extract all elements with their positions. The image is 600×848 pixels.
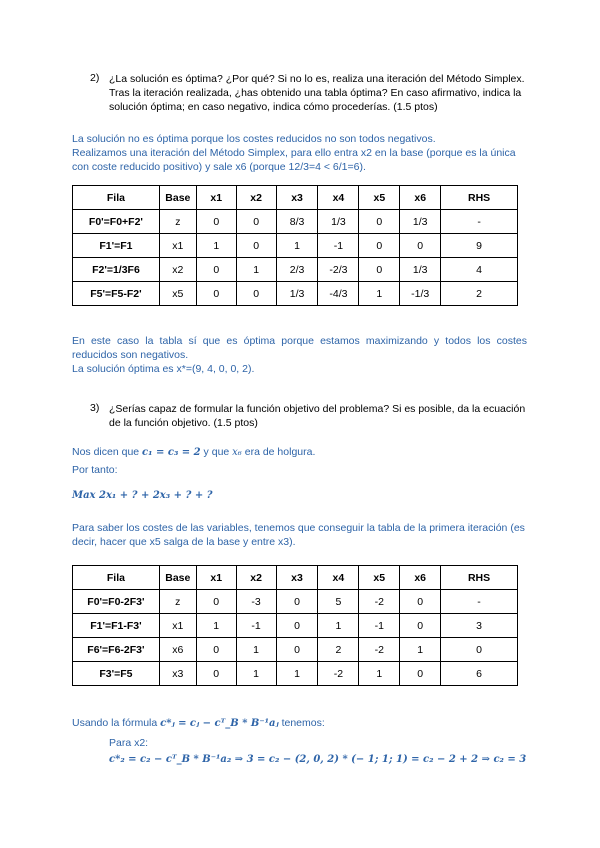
answer-3-paragraph: [72, 521, 532, 549]
answer-3-text-b: y que: [200, 446, 233, 458]
answer-line: Para saber los costes de las variables, tenemos que conseguir la tabla de la primera iteración (es: [72, 522, 525, 534]
table-cell: 1: [236, 638, 276, 662]
table-cell: 8/3: [276, 210, 318, 234]
table-cell: 0: [400, 590, 441, 614]
header-cell: x4: [318, 186, 359, 210]
table-cell: 0: [236, 210, 276, 234]
table-row: [73, 234, 518, 258]
table-cell: 1: [359, 282, 400, 306]
question-3-text: [109, 402, 539, 430]
table-cell: F0'=F0-2F3': [73, 590, 160, 614]
table-cell: -1: [318, 234, 359, 258]
table-cell: F3'=F5: [73, 662, 160, 686]
table-cell: 0: [359, 210, 400, 234]
table-cell: 1/3: [318, 210, 359, 234]
table-cell: -2: [359, 590, 400, 614]
table-cell: 1/3: [400, 210, 441, 234]
table-cell: x6: [159, 638, 196, 662]
table-cell: 1/3: [276, 282, 318, 306]
header-cell: x6: [400, 186, 441, 210]
table-cell: x1: [159, 614, 196, 638]
table-cell: 0: [276, 614, 318, 638]
table-cell: 0: [196, 258, 236, 282]
table-row: [73, 282, 518, 306]
answer-3-text-c: era de holgura.: [241, 446, 316, 458]
question-2-line: Tras la iteración realizada, ¿has obtenido una tabla óptima? En caso afirmativo, indica la: [109, 87, 522, 99]
answer-3-text-a: Nos dicen que: [72, 446, 143, 458]
table-cell: -3: [236, 590, 276, 614]
table-cell: -1: [359, 614, 400, 638]
x2-cost-equation: c*₂ = c₂ − cᵀ_B * B⁻¹a₂ ⇒ 3 = c₂ − (2, 0, 2) * (− 1; 1; 1) = c₂ − 2 + 2 ⇒ c₂ = 3: [109, 754, 527, 765]
header-cell: x5: [359, 566, 400, 590]
table-cell: 0: [400, 234, 441, 258]
table-cell: x3: [159, 662, 196, 686]
table-cell: -1/3: [400, 282, 441, 306]
table-cell: z: [159, 210, 196, 234]
header-cell: x6: [400, 566, 441, 590]
question-2-number: 2): [90, 72, 100, 84]
header-cell: x1: [196, 566, 236, 590]
table-cell: 0: [196, 638, 236, 662]
table-cell: x2: [159, 258, 196, 282]
header-cell: RHS: [441, 186, 518, 210]
table-cell: F1'=F1-F3': [73, 614, 160, 638]
table-header-row: [73, 566, 518, 590]
table-cell: 0: [236, 282, 276, 306]
answer-2-text: [72, 132, 532, 174]
table-cell: 1: [196, 614, 236, 638]
formula-intro-b: tenemos:: [278, 717, 325, 729]
table-cell: 2: [441, 282, 518, 306]
header-cell: x3: [276, 566, 318, 590]
answer-line: La solución no es óptima porque los costes reducidos no son todos negativos.: [72, 133, 436, 145]
table-row: [73, 258, 518, 282]
question-2-line: ¿La solución es óptima? ¿Por qué? Si no lo es, realiza una iteración del Método Simplex.: [109, 73, 525, 85]
question-2-text: [109, 72, 539, 114]
table-cell: 0: [441, 638, 518, 662]
table-cell: -2: [318, 662, 359, 686]
table-cell: -4/3: [318, 282, 359, 306]
para-x2-label: Para x2:: [109, 737, 149, 749]
table-cell: 6: [441, 662, 518, 686]
table-cell: 0: [196, 662, 236, 686]
answer-2b-text: [72, 334, 527, 376]
table-cell: 1: [196, 234, 236, 258]
table-cell: 9: [441, 234, 518, 258]
table-cell: 1: [318, 614, 359, 638]
table-cell: 0: [196, 590, 236, 614]
table-cell: F2'=1/3F6: [73, 258, 160, 282]
header-cell: x2: [236, 566, 276, 590]
table-cell: 3: [441, 614, 518, 638]
header-cell: Fila: [73, 186, 160, 210]
answer-line: La solución óptima es x*=(9, 4, 0, 0, 2).: [72, 363, 255, 375]
question-3-line: ¿Serías capaz de formular la función objetivo del problema? Si es posible, da la ecuación: [109, 403, 526, 415]
table-cell: 1: [276, 234, 318, 258]
formula-intro: [72, 716, 532, 731]
table-cell: F0'=F0+F2': [73, 210, 160, 234]
table-row: [73, 662, 518, 686]
table-cell: 4: [441, 258, 518, 282]
table-header-row: [73, 186, 518, 210]
table-cell: z: [159, 590, 196, 614]
header-cell: x4: [318, 566, 359, 590]
table-row: [73, 590, 518, 614]
table-cell: 1: [236, 662, 276, 686]
header-cell: x5: [359, 186, 400, 210]
answer-line: En este caso la tabla sí que es óptima porque estamos maximizando y todos los costes: [72, 335, 527, 347]
table-cell: -2: [359, 638, 400, 662]
objective-formula: Max 2x₁ + ? + 2x₃ + ? + ?: [72, 490, 213, 501]
table-cell: 1: [359, 662, 400, 686]
table-cell: 0: [400, 662, 441, 686]
table-cell: 2: [318, 638, 359, 662]
answer-3-line-2: Por tanto:: [72, 464, 118, 476]
table-cell: 5: [318, 590, 359, 614]
table-cell: 2/3: [276, 258, 318, 282]
table-cell: F5'=F5-F2': [73, 282, 160, 306]
table-cell: F1'=F1: [73, 234, 160, 258]
header-cell: x2: [236, 186, 276, 210]
table-cell: -1: [236, 614, 276, 638]
header-cell: RHS: [441, 566, 518, 590]
slack-variable: x₆: [232, 447, 242, 458]
answer-3-text: [72, 445, 532, 477]
question-3-number: 3): [90, 402, 100, 414]
answer-line: decir, hacer que x5 salga de la base y entre x3).: [72, 536, 296, 548]
answer-line: reducidos son negativos.: [72, 349, 189, 361]
table-cell: 0: [400, 614, 441, 638]
table-row: [73, 210, 518, 234]
table-cell: 0: [276, 638, 318, 662]
table-cell: F6'=F6-2F3': [73, 638, 160, 662]
question-2-line: solución óptima; en caso negativo, indica cómo procederías. (1.5 ptos): [109, 101, 438, 113]
table-row: [73, 638, 518, 662]
answer-line: con coste reducido positivo) y sale x6 (porque 12/3=4 < 6/1=6).: [72, 161, 366, 173]
table-cell: x1: [159, 234, 196, 258]
table-cell: -: [441, 590, 518, 614]
header-cell: Fila: [73, 566, 160, 590]
table-cell: -2/3: [318, 258, 359, 282]
header-cell: Base: [159, 186, 196, 210]
table-cell: 0: [196, 210, 236, 234]
answer-3-line-1: [72, 445, 532, 460]
table-cell: 1: [236, 258, 276, 282]
table-cell: 0: [196, 282, 236, 306]
table-cell: 1: [276, 662, 318, 686]
question-3-line: de la función objetivo. (1.5 ptos): [109, 417, 258, 429]
table-cell: 0: [359, 234, 400, 258]
header-cell: x3: [276, 186, 318, 210]
header-cell: Base: [159, 566, 196, 590]
table-cell: 1: [400, 638, 441, 662]
table-cell: 0: [236, 234, 276, 258]
simplex-table-1: [72, 185, 518, 306]
table-cell: 1/3: [400, 258, 441, 282]
table-cell: 0: [359, 258, 400, 282]
answer-line: Realizamos una iteración del Método Simplex, para ello entra x2 en la base (porque es la única: [72, 147, 516, 159]
reduced-cost-formula: c*ⱼ = cⱼ − cᵀ_B * B⁻¹aⱼ: [160, 718, 279, 729]
table-cell: 0: [276, 590, 318, 614]
table-row: [73, 614, 518, 638]
simplex-table-2: [72, 565, 518, 686]
formula-intro-a: Usando la fórmula: [72, 717, 161, 729]
header-cell: x1: [196, 186, 236, 210]
cost-equation: c₁ = c₃ = 2: [142, 447, 201, 458]
table-cell: -: [441, 210, 518, 234]
table-cell: x5: [159, 282, 196, 306]
